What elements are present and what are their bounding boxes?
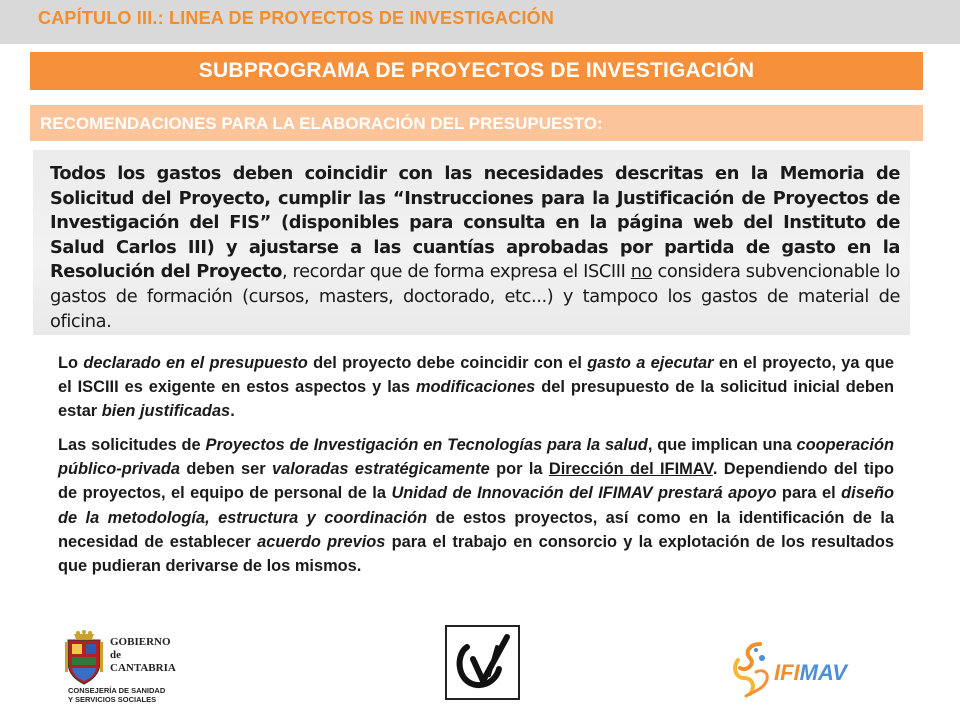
ifimav-swirl-icon — [730, 638, 778, 700]
quality-check-seal-icon — [445, 625, 520, 700]
consejeria-text: CONSEJERÍA DE SANIDAD Y SERVICIOS SOCIALES — [68, 686, 166, 704]
quality-seal-logo — [445, 625, 520, 700]
paragraph-budget: Lo declarado en el presupuesto del proyecto debe coincidir con el gasto a ejecutar en el proyecto, ya que el ISCIII es exigente en estos aspectos y las modificaciones del presupuesto de la solicitud inicial deben estar bien justificadas. — [58, 354, 894, 421]
section-title: RECOMENDACIONES PARA LA ELABORACIÓN DEL PRESUPUESTO: — [40, 114, 603, 133]
subprogram-banner — [30, 52, 923, 90]
chapter-header-bar — [0, 0, 960, 44]
section-banner — [30, 105, 923, 141]
scanned-note — [33, 150, 910, 335]
scanned-note-bold: Todos los gastos deben coincidir con las necesidades descritas en la Memoria de Solicitud del Proyecto, cumplir las “Instrucciones para la Justificación de Proyectos de Investigación del FIS” (disponibles para consulta en la página web del Instituto de Salud Carlos III) y ajustarse a las cuantías aprobadas por partida de gasto en la Resolución del Proyecto — [50, 163, 900, 283]
gobierno-cantabria-logo — [62, 630, 182, 706]
chapter-title: CAPÍTULO III.: LINEA DE PROYECTOS DE INVESTIGACIÓN — [38, 8, 555, 28]
coat-of-arms-icon — [62, 630, 106, 686]
ifimav-logo — [730, 638, 850, 703]
scanned-note-text: Todos los gastos deben coincidir con las necesidades descritas en la Memoria de Solicitud del Proyecto, cumplir las “Instrucciones para la Justificación de Proyectos de Investigación del FIS” (disponibles para consulta en la página web del Instituto de Salud Carlos III) y ajustarse a las cuantías aprobadas por partida de gasto en la Resolución del Proyecto, recordar que de forma expresa el ISCIII no considera subvencionable lo gastos de formación (cursos, masters, doctorado, etc...) y tampoco los gastos de material de oficina. — [50, 163, 900, 332]
body-text — [58, 351, 894, 588]
paragraph-technology-projects: Las solicitudes de Proyectos de Investigación en Tecnologías para la salud, que implican una cooperación público-privada deben ser valoradas estratégicamente por la Dirección del IFIMAV. Dependiendo del tipo de proyectos, el equipo de personal de la Unidad de Innovación del IFIMAV prestará apoyo para el diseño de la metodología, estructura y coordinación de estos proyectos, así como en la identificación de la necesidad de establecer acuerdo previos para el trabajo en consorcio y la explotación de los resultados que pudieran derivarse de los mismos. — [58, 436, 894, 575]
ifimav-wordmark: IFIMAV — [774, 660, 847, 685]
gobierno-text: GOBIERNO de CANTABRIA — [110, 636, 176, 674]
ifimav-direction: Dirección del IFIMAV — [548, 460, 713, 479]
subprogram-title: SUBPROGRAMA DE PROYECTOS DE INVESTIGACIÓN — [198, 59, 755, 82]
scanned-note-no: no — [630, 261, 653, 283]
